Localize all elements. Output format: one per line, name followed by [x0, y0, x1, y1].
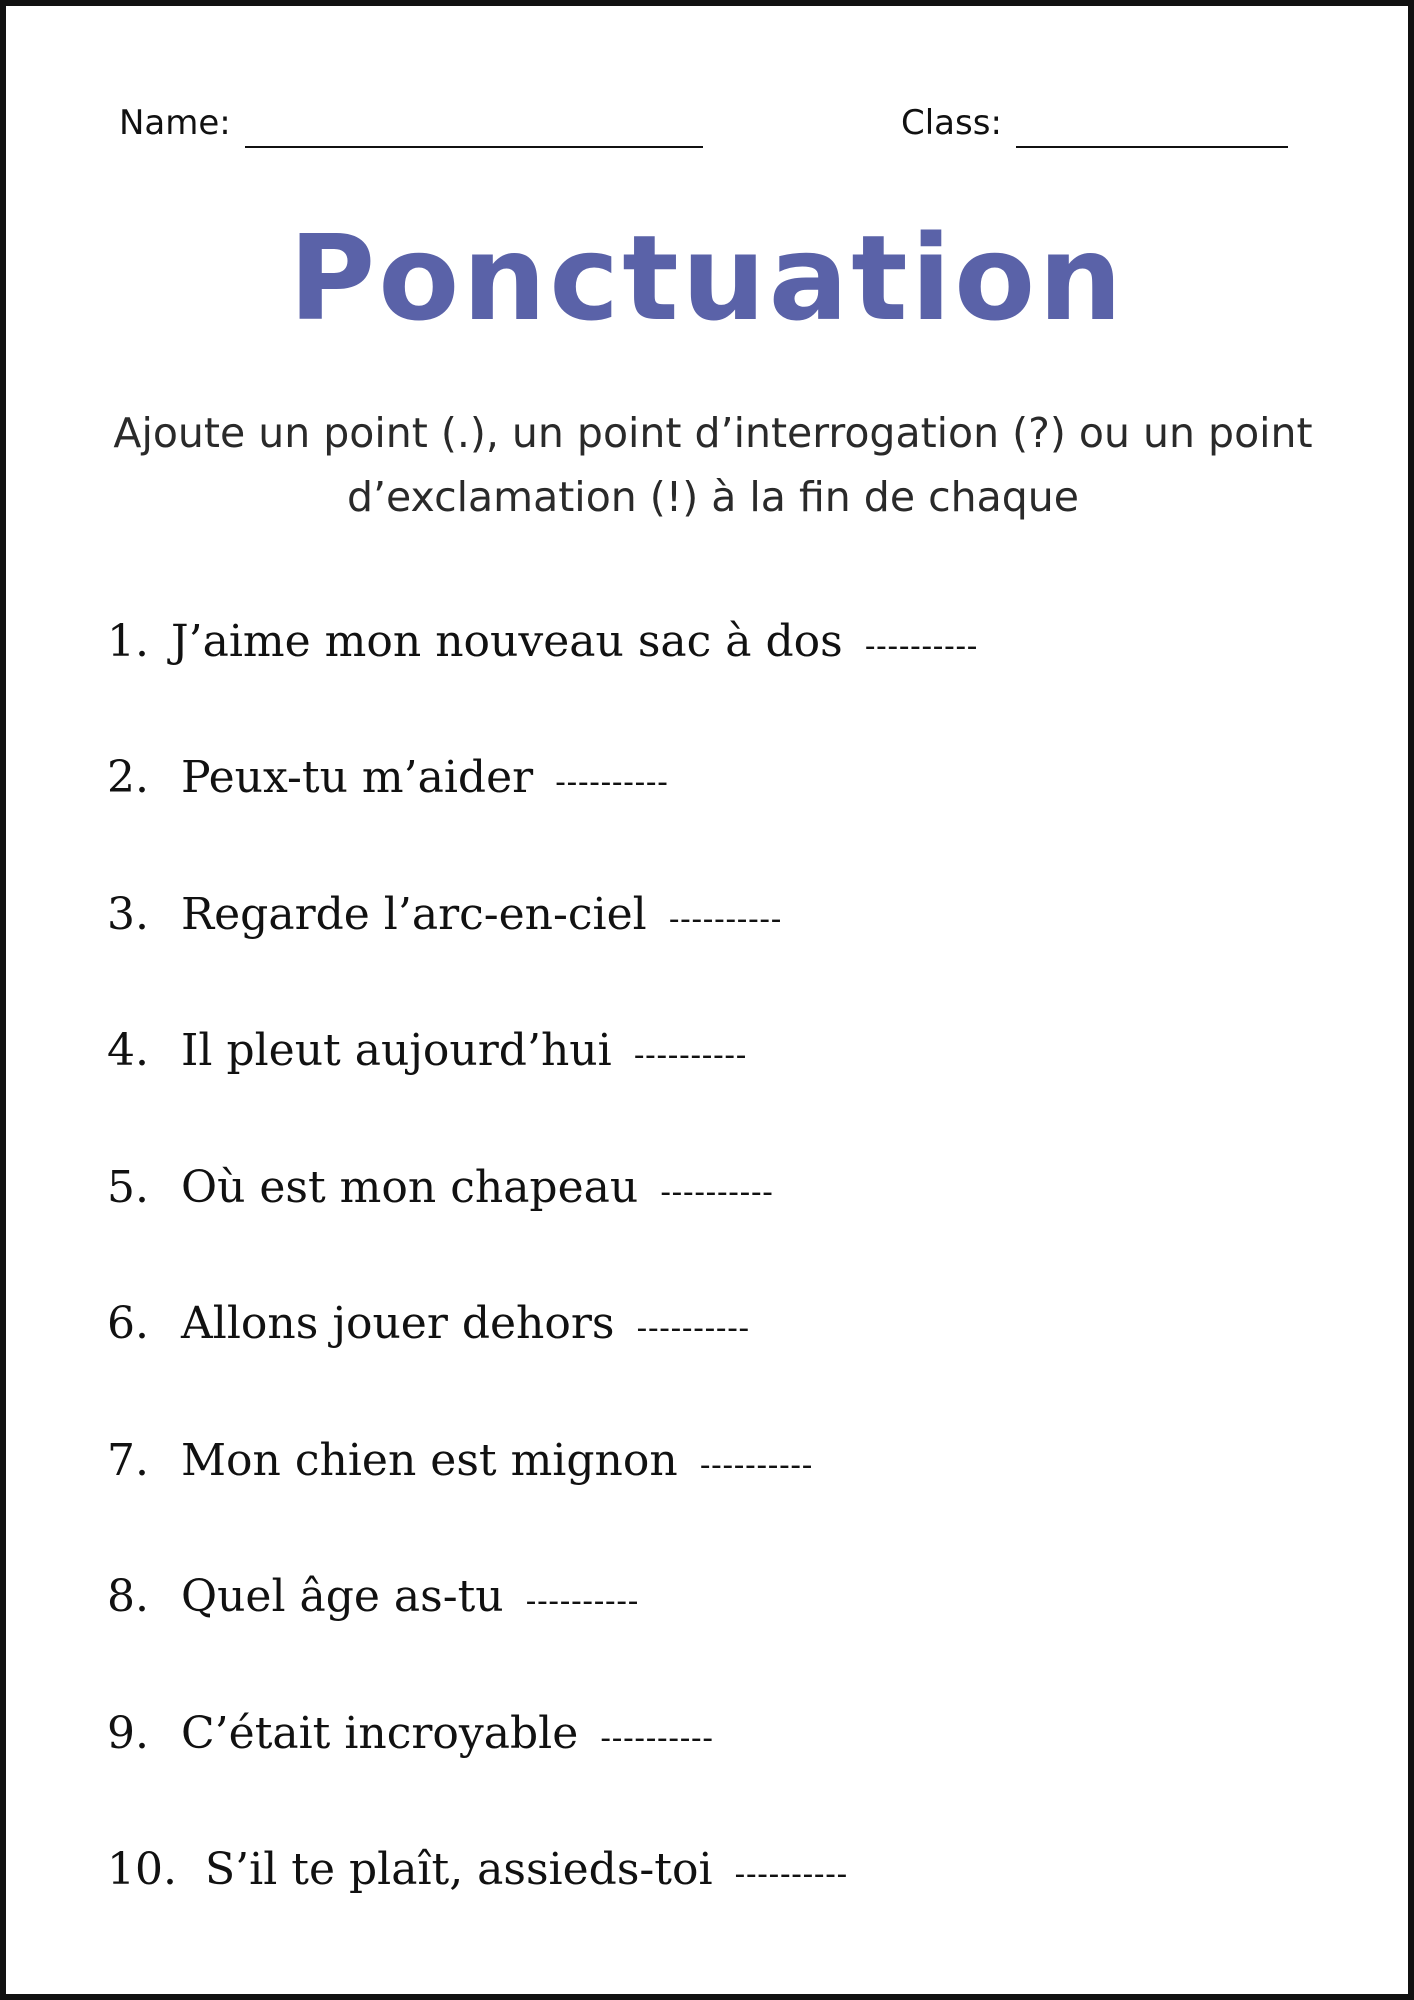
question-number: 1. — [107, 616, 149, 667]
question-10 — [107, 1844, 848, 1914]
answer-blank: ---------- — [660, 1175, 774, 1210]
answer-blank: ---------- — [864, 629, 978, 664]
question-number: 6. — [107, 1298, 149, 1349]
question-9 — [107, 1708, 714, 1778]
question-text: J’aime mon nouveau sac à dos — [171, 616, 843, 667]
instructions — [76, 401, 1350, 529]
answer-blank: ---------- — [668, 902, 782, 937]
name-label: Name: — [119, 103, 231, 143]
answer-blank: ---------- — [555, 765, 669, 800]
answer-blank: ---------- — [600, 1721, 714, 1756]
question-7 — [107, 1435, 813, 1505]
question-text: Peux-tu m’aider — [181, 752, 534, 803]
instructions-line-1: Ajoute un point (.), un point d’interrogation (?) ou un point — [113, 409, 1313, 457]
question-number: 4. — [107, 1025, 149, 1076]
question-number: 5. — [107, 1162, 149, 1213]
answer-blank: ---------- — [636, 1311, 750, 1346]
class-label: Class: — [901, 103, 1002, 143]
question-number: 2. — [107, 752, 149, 803]
worksheet-title: Ponctuation — [288, 209, 1126, 347]
name-blank-line — [245, 106, 703, 148]
question-text: S’il te plaît, assieds-toi — [205, 1844, 713, 1895]
question-3 — [107, 889, 782, 959]
question-5 — [107, 1162, 773, 1232]
answer-blank: ---------- — [699, 1448, 813, 1483]
question-number: 9. — [107, 1708, 149, 1759]
question-2 — [107, 752, 668, 822]
question-8 — [107, 1571, 639, 1641]
name-field — [119, 98, 703, 148]
question-text: Quel âge as-tu — [181, 1571, 504, 1622]
question-number: 10. — [107, 1844, 177, 1895]
class-field — [901, 98, 1288, 148]
question-text: Il pleut aujourd’hui — [181, 1025, 612, 1076]
question-number: 7. — [107, 1435, 149, 1486]
question-text: C’était incroyable — [181, 1708, 579, 1759]
class-blank-line — [1016, 106, 1288, 148]
question-1 — [107, 616, 978, 686]
instructions-line-2: d’exclamation (!) à la fin de chaque — [347, 473, 1079, 521]
question-text: Mon chien est mignon — [181, 1435, 678, 1486]
question-6 — [107, 1298, 750, 1368]
question-number: 3. — [107, 889, 149, 940]
question-text: Regarde l’arc-en-ciel — [181, 889, 647, 940]
answer-blank: ---------- — [633, 1038, 747, 1073]
header-row — [6, 98, 1408, 158]
question-number: 8. — [107, 1571, 149, 1622]
question-text: Allons jouer dehors — [181, 1298, 615, 1349]
question-4 — [107, 1025, 747, 1095]
question-text: Où est mon chapeau — [181, 1162, 639, 1213]
answer-blank: ---------- — [734, 1857, 848, 1892]
answer-blank: ---------- — [525, 1584, 639, 1619]
